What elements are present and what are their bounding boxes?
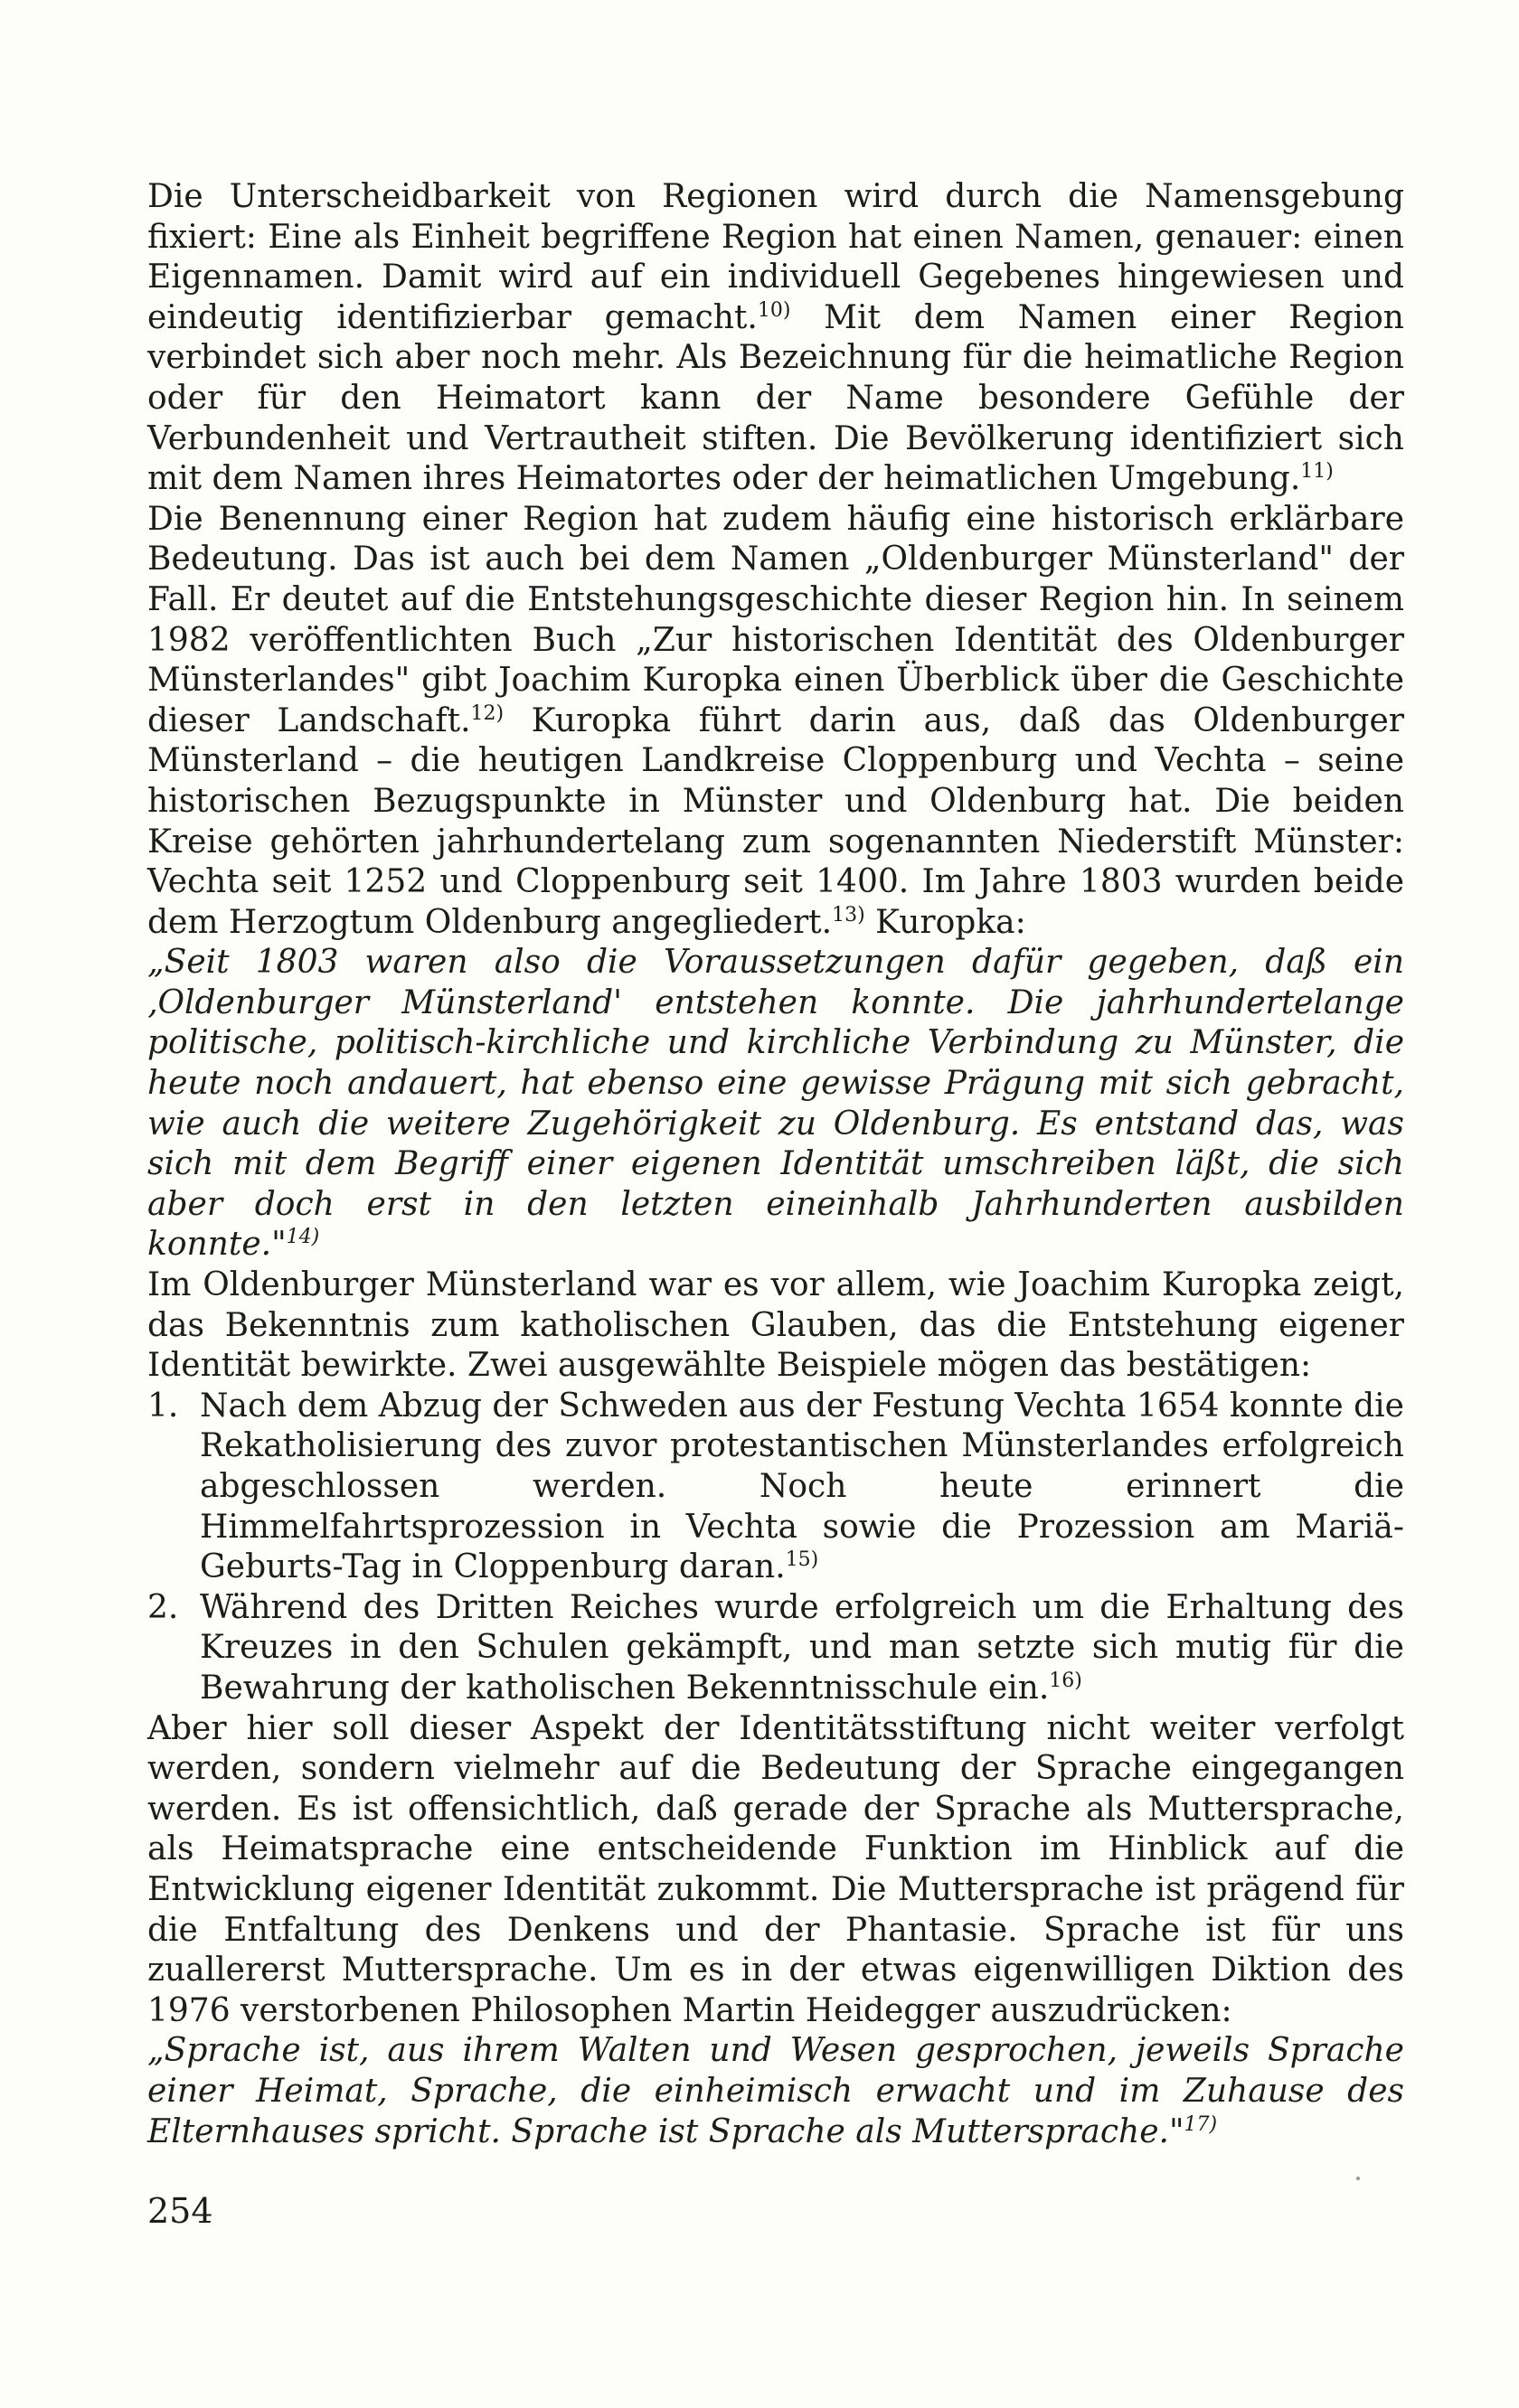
footnote-ref-15: 15)	[785, 1548, 819, 1572]
list-item-body	[200, 1387, 1404, 1588]
footnote-ref-10: 10)	[757, 298, 791, 322]
list-item-number: 1.	[147, 1387, 179, 1425]
footnote-ref-14: 14)	[286, 1226, 320, 1249]
paragraph-history-text-b: Kuropka führt darin aus, daß das Oldenburger Münsterland – die heutigen Landkreise Cloppenburg und Vechta – seine historischen Bezugspunkte in Münster und Oldenburg hat. Die beiden Kreise gehörten jahrhundertelang zum sogenannten Niederstift Münster: Vechta seit 1252 und Cloppenburg seit 1400. Im Jahre 1803 wurden beide dem Herzogtum Oldenburg angegliedert.	[147, 701, 1404, 941]
list-item-text: Nach dem Abzug der Schweden aus der Festung Vechta 1654 konnte die Rekatholisierung des zuvor protestantischen Münsterlandes erfolgreich abgeschlossen werden. Noch heute erinnert die Himmelfahrtsprozession in Vechta sowie die Prozession am Mariä-Geburts-Tag in Cloppenburg daran.	[200, 1387, 1404, 1586]
footnote-ref-11: 11)	[1300, 460, 1334, 484]
paragraph-history	[147, 500, 1404, 944]
paragraph-history-text-a: Die Benennung einer Region hat zudem häufig eine historisch erklärbare Bedeutung. Das ist auch bei dem Namen „Oldenburger Münsterland" der Fall. Er deutet auf die Entstehungsgeschichte dieser Region hin. In seinem 1982 veröffentlichten Buch „Zur historischen Identität des Oldenburger Münsterlandes" gibt Joachim Kuropka einen Überblick über die Geschichte dieser Landschaft.	[147, 500, 1404, 739]
list-item-text: Während des Dritten Reiches wurde erfolgreich um die Erhaltung des Kreuzes in den Schulen gekämpft, und man setzte sich mutig für die Bewahrung der katholischen Bekenntnisschule ein.	[200, 1588, 1404, 1707]
block-quote-kuropka-text: „Seit 1803 waren also die Voraussetzungen dafür gegeben, daß ein ‚Oldenburger Münsterland' entstehen konnte. Die jahrhundertelange politische, politisch-kirchliche und kirchliche Verbindung zu Münster, die heute noch andauert, hat ebenso eine gewisse Prägung mit sich gebracht, wie auch die weitere Zugehörigkeit zu Oldenburg. Es entstand das, was sich mit dem Begriff einer eigenen Identität umschreiben läßt, die sich aber doch erst in den letzten eineinhalb Jahrhunderten ausbilden konnte."	[147, 944, 1404, 1264]
list-item	[147, 1588, 1404, 1709]
footnote-ref-12: 12)	[470, 701, 505, 725]
list-item-number: 2.	[147, 1588, 179, 1626]
paragraph-language: Aber hier soll dieser Aspekt der Identitätsstiftung nicht weiter verfolgt werden, sondern vielmehr auf die Bedeutung der Sprache eingegangen werden. Es ist offensichtlich, daß gerade der Sprache als Muttersprache, als Heimatsprache eine entscheidende Funktion im Hinblick auf die Entwicklung eigener Identität zukommt. Die Muttersprache ist prägend für die Entfaltung des Denkens und der Phantasie. Sprache ist für uns zuallererst Muttersprache. Um es in der etwas eigenwilligen Diktion des 1976 verstorbenen Philosophen Martin Heidegger auszudrücken:	[147, 1709, 1404, 2029]
block-quote-heidegger	[147, 2031, 1404, 2152]
footnote-ref-16: 16)	[1049, 1669, 1082, 1692]
block-quote-kuropka	[147, 943, 1404, 1265]
paragraph-naming-text-a: Die Unterscheidbarkeit von Regionen wird durch die Namensgebung fixiert: Eine als Einheit begriffene Region hat einen Namen, genauer: einen Eigennamen. Damit wird auf ein individuell Gegebenes hingewiesen und eindeutig identifizierbar gemacht.	[147, 178, 1404, 336]
footnote-ref-17: 17)	[1184, 2112, 1218, 2136]
paragraph-naming	[147, 177, 1404, 500]
numbered-list	[147, 1387, 1404, 1709]
scan-speck	[1356, 2177, 1360, 2180]
paragraph-confession: Im Oldenburger Münsterland war es vor allem, wie Joachim Kuropka zeigt, das Bekenntnis zum katholischen Glauben, das die Entstehung eigener Identität bewirkte. Zwei ausgewählte Beispiele mögen das bestätigen:	[147, 1266, 1404, 1385]
paragraph-history-text-c: Kuropka:	[864, 903, 1026, 941]
list-item	[147, 1387, 1404, 1588]
body-text	[147, 177, 1404, 2152]
block-quote-heidegger-text: „Sprache ist, aus ihrem Walten und Wesen gesprochen, jeweils Sprache einer Heimat, Sprache, die einheimisch erwacht und im Zuhause des Elternhauses spricht. Sprache ist Sprache als Muttersprache."	[147, 2032, 1404, 2150]
page-number: 254	[147, 2191, 213, 2231]
list-item-body	[200, 1588, 1404, 1709]
footnote-ref-13: 13)	[832, 903, 865, 927]
paragraph-naming-text-b: Mit dem Namen einer Region verbindet sich aber noch mehr. Als Bezeichnung für die heimatliche Region oder für den Heimatort kann der Name besondere Gefühle der Verbundenheit und Vertrautheit stiften. Die Bevölkerung identifiziert sich mit dem Namen ihres Heimatortes oder der heimatlichen Umgebung.	[147, 298, 1404, 498]
